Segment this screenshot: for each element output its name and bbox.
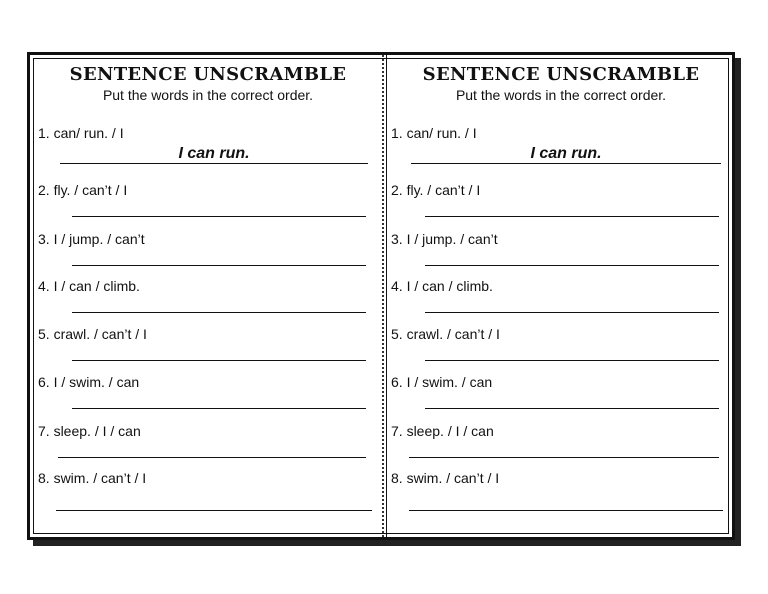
question-prompt: 8. swim. / can’t / I [391, 470, 500, 486]
question-prompt: 4. I / can / climb. [391, 278, 493, 294]
answer-line[interactable] [425, 342, 719, 361]
answer-line[interactable] [72, 342, 366, 361]
worksheet-sheet [27, 52, 735, 540]
answer-line[interactable] [409, 439, 719, 458]
answer-line[interactable] [425, 198, 719, 217]
question-prompt: 7. sleep. / I / can [391, 423, 494, 439]
answer-line[interactable] [58, 439, 366, 458]
question-2 [38, 182, 378, 198]
question-prompt: 2. fly. / can’t / I [391, 182, 481, 198]
question-prompt: 6. I / swim. / can [38, 374, 140, 390]
question-prompt: 3. I / jump. / can’t [391, 231, 498, 247]
worksheet-subtitle: Put the words in the correct order. [455, 87, 667, 103]
answer-line[interactable] [72, 247, 366, 266]
answer-line[interactable] [425, 294, 719, 313]
question-prompt: 7. sleep. / I / can [38, 423, 141, 439]
question-3 [391, 231, 731, 247]
question-8 [391, 470, 731, 486]
answer-line[interactable] [425, 247, 719, 266]
column-divider [386, 55, 387, 537]
answer-line[interactable] [72, 390, 366, 409]
question-prompt: 2. fly. / can’t / I [38, 182, 128, 198]
answer-line[interactable] [72, 294, 366, 313]
question-prompt: 5. crawl. / can’t / I [391, 326, 500, 342]
worksheet-title: SENTENCE UNSCRAMBLE [69, 64, 347, 85]
question-6 [391, 374, 731, 390]
question-5 [391, 326, 731, 342]
worksheet-title: SENTENCE UNSCRAMBLE [422, 64, 700, 85]
question-1 [391, 125, 731, 162]
cut-line [382, 55, 384, 537]
question-prompt: 3. I / jump. / can’t [38, 231, 145, 247]
question-6 [38, 374, 378, 390]
question-prompt: 4. I / can / climb. [38, 278, 140, 294]
question-1 [38, 125, 378, 162]
question-8 [38, 470, 378, 486]
answer-line[interactable] [409, 492, 723, 511]
question-4 [38, 278, 378, 294]
question-prompt: 5. crawl. / can’t / I [38, 326, 147, 342]
question-5 [38, 326, 378, 342]
worksheet-panel-left [38, 61, 378, 486]
answer-line[interactable] [72, 198, 366, 217]
question-2 [391, 182, 731, 198]
answer-text: I can run. [530, 145, 602, 162]
worksheet-subtitle: Put the words in the correct order. [102, 87, 314, 103]
question-4 [391, 278, 731, 294]
answer-line[interactable] [425, 390, 719, 409]
question-7 [38, 423, 378, 439]
question-3 [38, 231, 378, 247]
question-prompt: 1. can/ run. / I [391, 125, 477, 141]
question-prompt: 6. I / swim. / can [391, 374, 493, 390]
worksheet-panel-right [391, 61, 731, 486]
answer-text: I can run. [178, 145, 250, 162]
question-prompt: 1. can/ run. / I [38, 125, 124, 141]
question-7 [391, 423, 731, 439]
question-prompt: 8. swim. / can’t / I [38, 470, 147, 486]
answer-line[interactable] [56, 492, 372, 511]
